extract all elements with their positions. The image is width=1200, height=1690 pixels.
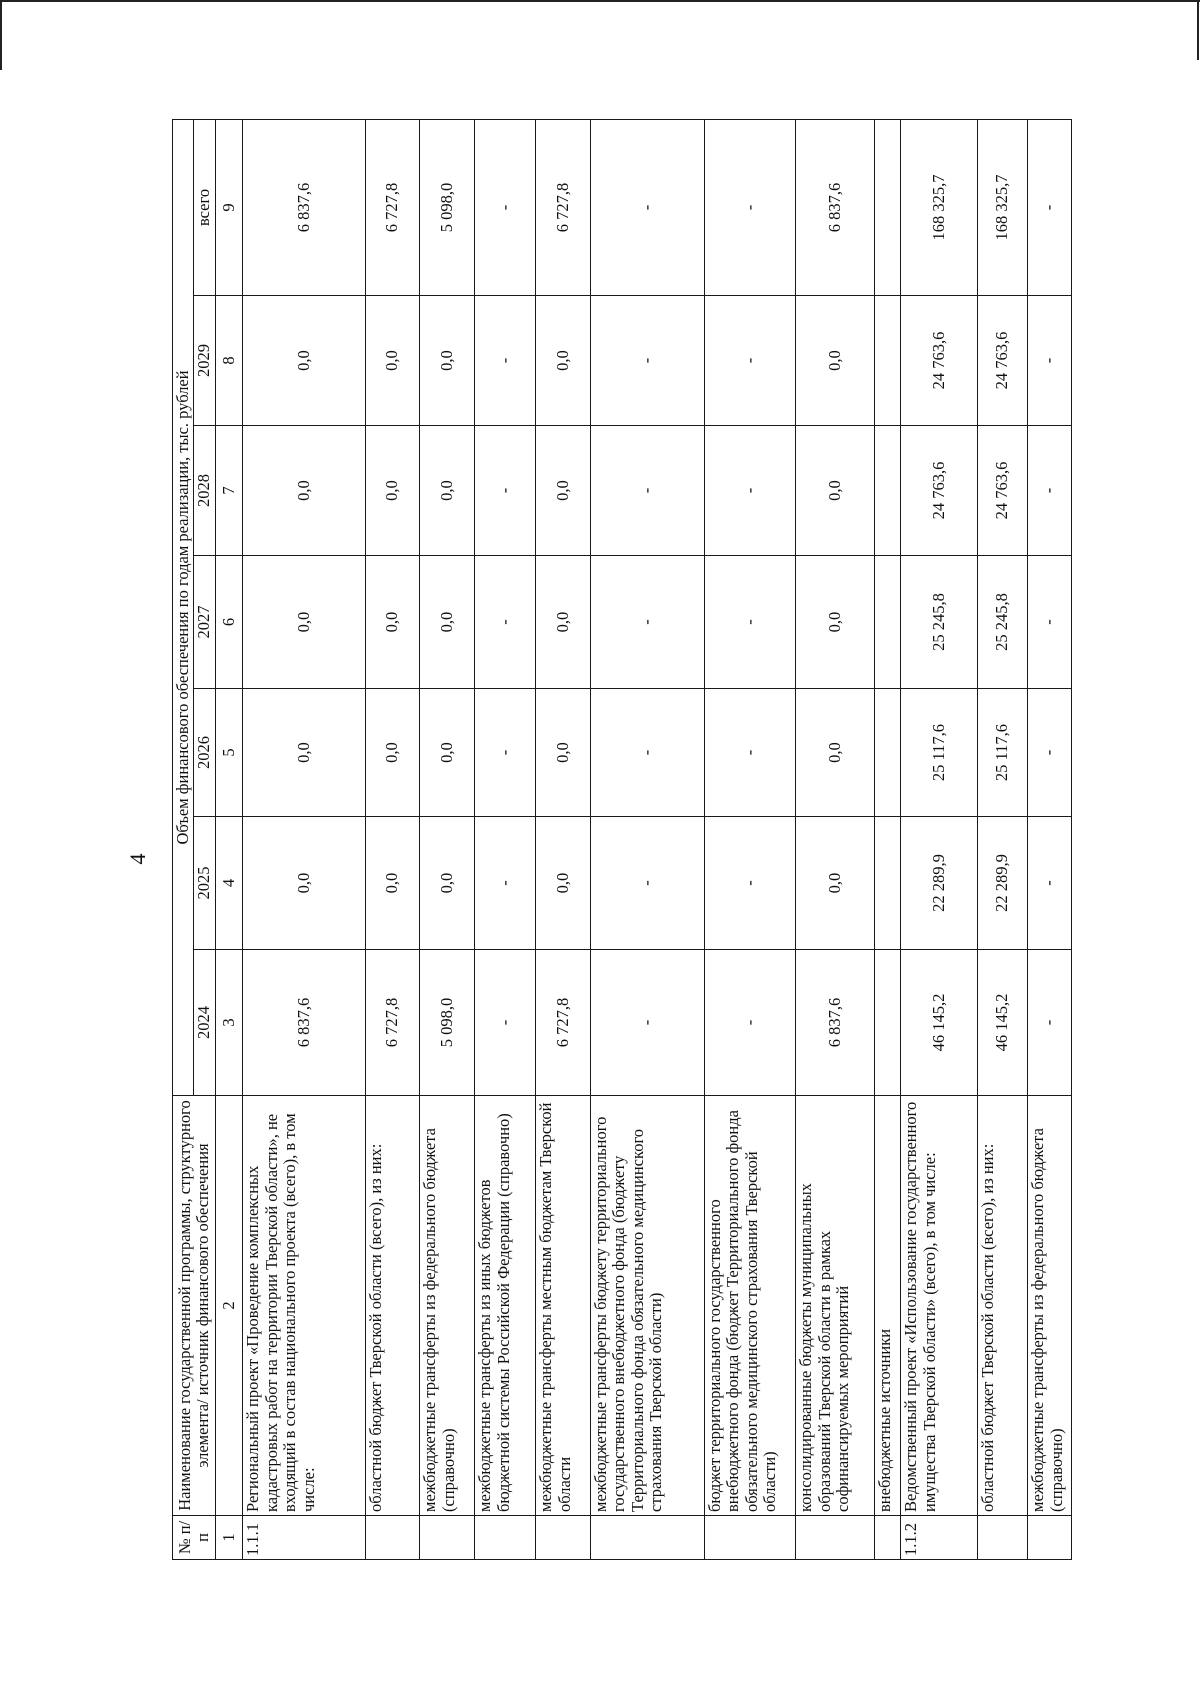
table-row xyxy=(704,119,796,1559)
row-value: - xyxy=(1028,950,1072,1096)
row-value: 5 098,0 xyxy=(420,119,475,295)
row-value: - xyxy=(590,817,704,950)
column-number: 5 xyxy=(215,689,242,817)
row-value: 0,0 xyxy=(536,426,591,556)
row-name: бюджет территориального государственного внебюджетного фонда (бюджет Территориального фонда обязательного медицинского страхования Тверской области) xyxy=(704,1096,796,1516)
row-value xyxy=(875,817,901,950)
header-total: всего xyxy=(194,119,215,295)
row-value: 24 763,6 xyxy=(977,426,1027,556)
row-value: 6 837,6 xyxy=(243,119,365,295)
row-value: 22 289,9 xyxy=(977,817,1027,950)
row-value: 168 325,7 xyxy=(901,119,978,295)
row-value: 24 763,6 xyxy=(901,426,978,556)
row-value: 25 117,6 xyxy=(901,689,978,817)
row-name: межбюджетные трансферты бюджету территориального государственного внебюджетного фонда (бюджету Территориального фонда обязательного медицинского страхования Тверской области) xyxy=(590,1096,704,1516)
column-number: 2 xyxy=(215,1096,242,1516)
table-row xyxy=(365,119,420,1559)
column-number: 4 xyxy=(215,817,242,950)
row-value: - xyxy=(1028,296,1072,426)
table-row xyxy=(1028,119,1072,1559)
row-value: - xyxy=(704,426,796,556)
row-name: внебюджетные источники xyxy=(875,1096,901,1516)
row-value: - xyxy=(475,556,536,689)
header-year: 2024 xyxy=(194,950,215,1096)
row-value: 6 727,8 xyxy=(365,950,420,1096)
row-value: 0,0 xyxy=(420,426,475,556)
column-number: 8 xyxy=(215,296,242,426)
row-value xyxy=(875,950,901,1096)
row-value: 25 245,8 xyxy=(901,556,978,689)
row-value: 0,0 xyxy=(420,556,475,689)
row-value: 25 117,6 xyxy=(977,689,1027,817)
row-value xyxy=(875,119,901,295)
row-value: - xyxy=(590,296,704,426)
table-row xyxy=(977,119,1027,1559)
row-value: 0,0 xyxy=(420,689,475,817)
row-value: 24 763,6 xyxy=(977,296,1027,426)
row-value: 6 727,8 xyxy=(536,119,591,295)
row-number xyxy=(704,1516,796,1560)
row-value: 0,0 xyxy=(243,556,365,689)
table-row xyxy=(475,119,536,1559)
scan-edge-left xyxy=(0,0,2,70)
row-value: 0,0 xyxy=(243,689,365,817)
rotated-table-container xyxy=(172,120,1072,1560)
row-value: 0,0 xyxy=(796,689,875,817)
column-numbers-row xyxy=(215,119,242,1559)
header-col-group: Объем финансового обеспечения по годам реализации, тыс. рублей xyxy=(173,119,194,1095)
column-number: 6 xyxy=(215,556,242,689)
row-value: - xyxy=(475,950,536,1096)
budget-table xyxy=(172,119,1072,1560)
row-number xyxy=(475,1516,536,1560)
column-number: 9 xyxy=(215,119,242,295)
row-value: 0,0 xyxy=(796,296,875,426)
row-value: - xyxy=(590,426,704,556)
row-name: межбюджетные трансферты из федерального бюджета (справочно) xyxy=(1028,1096,1072,1516)
header-col-name: Наименование государственной программы, структурного элемента/ источник финансового обеспечения xyxy=(173,1096,216,1516)
row-value xyxy=(875,426,901,556)
row-name: Региональный проект «Проведение комплексных кадастровых работ на территории Тверской области», не входящий в состав национального проекта (всего), в том числе: xyxy=(243,1096,365,1516)
table-row xyxy=(875,119,901,1559)
row-number xyxy=(420,1516,475,1560)
row-value: - xyxy=(475,817,536,950)
table-row xyxy=(901,119,978,1559)
column-number: 7 xyxy=(215,426,242,556)
row-value xyxy=(875,689,901,817)
row-value: 0,0 xyxy=(536,689,591,817)
row-number xyxy=(365,1516,420,1560)
header-year: 2028 xyxy=(194,426,215,556)
row-value: 0,0 xyxy=(796,556,875,689)
row-value: 0,0 xyxy=(420,296,475,426)
table-row xyxy=(243,119,365,1559)
row-value: 24 763,6 xyxy=(901,296,978,426)
row-value: 6 727,8 xyxy=(365,119,420,295)
row-value: 0,0 xyxy=(243,426,365,556)
row-value: 0,0 xyxy=(796,426,875,556)
row-value: 0,0 xyxy=(365,556,420,689)
table-row xyxy=(590,119,704,1559)
row-value: - xyxy=(704,950,796,1096)
header-year: 2026 xyxy=(194,689,215,817)
header-col-num: № п/п xyxy=(173,1516,216,1560)
row-value: - xyxy=(704,119,796,295)
row-value: 0,0 xyxy=(243,296,365,426)
row-number xyxy=(977,1516,1027,1560)
row-value xyxy=(875,296,901,426)
row-value: 5 098,0 xyxy=(420,950,475,1096)
row-name: межбюджетные трансферты из федерального бюджета (справочно) xyxy=(420,1096,475,1516)
row-value: - xyxy=(590,556,704,689)
row-value: - xyxy=(475,426,536,556)
row-value: 0,0 xyxy=(365,817,420,950)
row-number: 1.1.1 xyxy=(243,1516,365,1560)
row-value: 0,0 xyxy=(365,426,420,556)
row-value: 0,0 xyxy=(536,296,591,426)
table-row xyxy=(420,119,475,1559)
row-value: - xyxy=(475,689,536,817)
row-value: 0,0 xyxy=(796,817,875,950)
row-value xyxy=(875,556,901,689)
row-name: межбюджетные трансферты из иных бюджетов бюджетной системы Российской Федерации (справочно) xyxy=(475,1096,536,1516)
row-value: - xyxy=(1028,556,1072,689)
row-number xyxy=(590,1516,704,1560)
page-number: 4 xyxy=(125,853,150,865)
row-value: - xyxy=(590,950,704,1096)
header-year: 2027 xyxy=(194,556,215,689)
row-value: 0,0 xyxy=(420,817,475,950)
row-value: 6 837,6 xyxy=(243,950,365,1096)
column-number: 1 xyxy=(215,1516,242,1560)
header-year: 2025 xyxy=(194,817,215,950)
row-number xyxy=(796,1516,875,1560)
row-value: 0,0 xyxy=(536,817,591,950)
row-value: 6 837,6 xyxy=(796,950,875,1096)
row-value: 46 145,2 xyxy=(901,950,978,1096)
row-number xyxy=(1028,1516,1072,1560)
header-year: 2029 xyxy=(194,296,215,426)
table-row xyxy=(796,119,875,1559)
row-value: 0,0 xyxy=(365,689,420,817)
row-value: 6 727,8 xyxy=(536,950,591,1096)
row-value: 6 837,6 xyxy=(796,119,875,295)
row-value: - xyxy=(475,119,536,295)
row-value: - xyxy=(704,689,796,817)
column-number: 3 xyxy=(215,950,242,1096)
scan-edge-right xyxy=(1197,0,1199,60)
row-value: 25 245,8 xyxy=(977,556,1027,689)
row-value: 168 325,7 xyxy=(977,119,1027,295)
row-value: - xyxy=(590,119,704,295)
row-value: 0,0 xyxy=(243,817,365,950)
row-name: консолидированные бюджеты муниципальных образований Тверской области в рамках софинансируемых мероприятий xyxy=(796,1096,875,1516)
row-value: - xyxy=(704,296,796,426)
row-value: - xyxy=(1028,119,1072,295)
row-number: 1.1.2 xyxy=(901,1516,978,1560)
row-value: - xyxy=(1028,689,1072,817)
row-value: 46 145,2 xyxy=(977,950,1027,1096)
table-row xyxy=(536,119,591,1559)
scan-edge-top xyxy=(0,0,1200,2)
row-value: - xyxy=(704,817,796,950)
row-name: областной бюджет Тверской области (всего), из них: xyxy=(365,1096,420,1516)
row-value: 0,0 xyxy=(536,556,591,689)
row-value: - xyxy=(590,689,704,817)
row-name: Ведомственный проект «Использование государственного имущества Тверской области» (всего), в том числе: xyxy=(901,1096,978,1516)
row-number xyxy=(875,1516,901,1560)
row-value: - xyxy=(1028,426,1072,556)
row-value: 22 289,9 xyxy=(901,817,978,950)
row-name: областной бюджет Тверской области (всего), из них: xyxy=(977,1096,1027,1516)
row-value: - xyxy=(704,556,796,689)
row-name: межбюджетные трансферты местным бюджетам Тверской области xyxy=(536,1096,591,1516)
row-value: 0,0 xyxy=(365,296,420,426)
row-number xyxy=(536,1516,591,1560)
row-value: - xyxy=(475,296,536,426)
row-value: - xyxy=(1028,817,1072,950)
